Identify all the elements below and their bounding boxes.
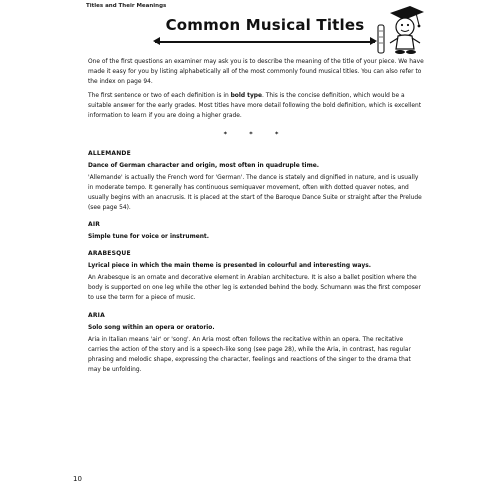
definition-air: Simple tune for voice or instrument. bbox=[88, 234, 209, 241]
intro-paragraph-2 bbox=[88, 91, 424, 121]
term-allemande: ALLEMANDE bbox=[88, 149, 131, 157]
section-separator: * * * bbox=[223, 129, 289, 138]
intro-paragraph-1: One of the first questions an examiner may ask you is to describe the meaning of the title of your piece. We have made it easy for you by listing alphabetically all of the most commonly found musical titles. You can also refer to the index on page 94. bbox=[88, 59, 424, 86]
title-banner bbox=[155, 14, 375, 48]
running-header: Titles and Their Meanings bbox=[86, 3, 167, 9]
graduate-cartoon-icon bbox=[376, 3, 426, 58]
definition-aria: Solo song within an opera or oratorio. bbox=[88, 324, 215, 331]
arrow-left-icon bbox=[153, 37, 160, 45]
intro-text-a: The first sentence or two of each definition is in bbox=[88, 93, 231, 100]
intro-bold-text: bold type bbox=[230, 93, 263, 100]
term-air: AIR bbox=[88, 221, 101, 229]
term-aria: ARIA bbox=[88, 311, 105, 319]
definition-arabesque: Lyrical piece in which the main theme is presented in colourful and interesting ways. bbox=[88, 263, 371, 270]
detail-aria: Aria in Italian means 'air' or 'song'. An Aria most often follows the recitative within an opera. The recitative carries the action of the story and is a speech-like song (see page 28), while the Aria, in contrast, has regular phrasing and melodic shape, expressing the character, feelings and reactions of the singer to the drama that may be unfolding. bbox=[88, 336, 411, 373]
title-arrow-line bbox=[155, 41, 375, 43]
definition-allemande: Dance of German character and origin, most often in quadruple time. bbox=[88, 162, 319, 169]
intro-text-b: . This is the concise definition, which would be a suitable answer for the early grades. Most titles have more detail following the bold definition, which is excellent information to learn if you are doing a higher grade. bbox=[88, 93, 422, 120]
detail-allemande: 'Allemande' is actually the French word for 'German'. The dance is stately and dignified in nature, and is usually in moderate tempo. It generally has continuous semiquaver movement, often with dotted quaver notes, and usually begins with an anacrusis. It is placed at the start of the Baroque Dance Suite or straight after the Prelude (see page 54). bbox=[88, 174, 422, 211]
term-arabesque: ARABESQUE bbox=[88, 250, 131, 258]
page-title: Common Musical Titles bbox=[165, 16, 365, 34]
page-number: 10 bbox=[73, 475, 82, 483]
detail-arabesque: An Arabesque is an ornate and decorative element in Arabian architecture. It is also a ballet position where the body is supported on one leg while the other leg is extended behind the body. Schumann was the first composer to use the term for a piece of music. bbox=[88, 275, 421, 302]
content-body bbox=[88, 57, 424, 375]
